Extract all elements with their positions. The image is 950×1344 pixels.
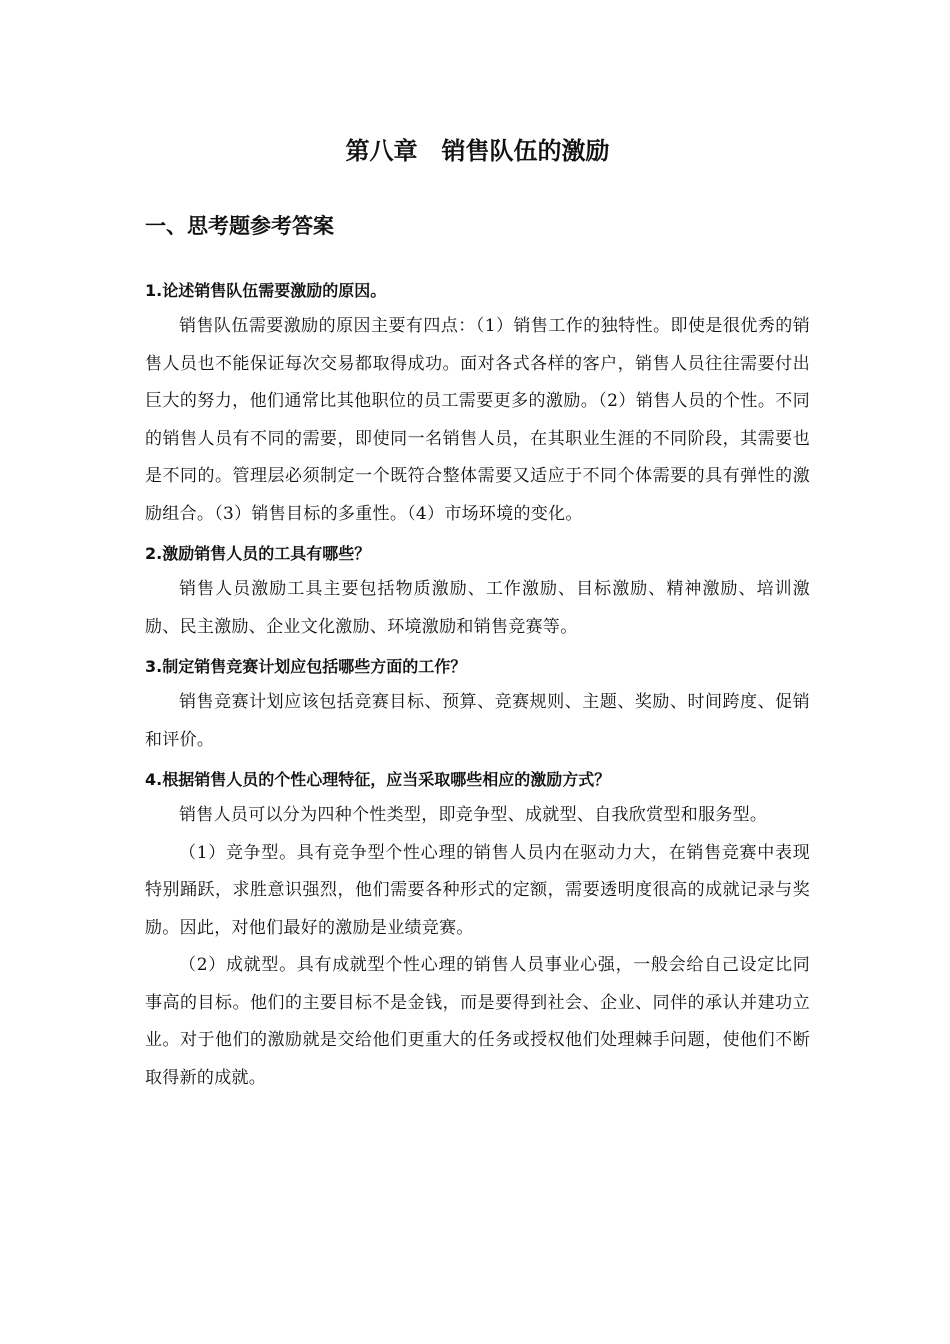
question-title: 1.论述销售队伍需要激励的原因。 <box>145 281 387 300</box>
answer-paragraph: 销售人员激励工具主要包括物质激励、工作激励、目标激励、精神激励、培训激励、民主激励、企业文化激励、环境激励和销售竞赛等。 <box>145 579 810 637</box>
question-title: 3.制定销售竞赛计划应包括哪些方面的工作？ <box>145 657 467 676</box>
answer-paragraph: 销售队伍需要激励的原因主要有四点：（1）销售工作的独特性。即使是很优秀的销售人员也不能保证每次交易都取得成功。面对各式各样的客户，销售人员往往需要付出巨大的努力，他们通常比其他职位的员工需要更多的激励。（2）销售人员的个性。不同的销售人员有不同的需要，即使同一名销售人员，在其职业生涯的不同阶段，其需要也是不同的。管理层必须制定一个既符合整体需要又适应于不同个体需要的具有弹性的激励组合。（3）销售目标的多重性。（4）市场环境的变化。 <box>145 316 810 524</box>
section-title: 一、思考题参考答案 <box>145 214 334 238</box>
qa-block-2 <box>145 541 810 646</box>
qa-block-1 <box>145 278 810 533</box>
answer-paragraph: （2）成就型。具有成就型个性心理的销售人员事业心强，一般会给自己设定比同事高的目标。他们的主要目标不是金钱，而是要得到社会、企业、同伴的承认并建功立业。对于他们的激励就是交给他们更重大的任务或授权他们处理棘手问题，使他们不断取得新的成就。 <box>145 955 810 1088</box>
answer-paragraph: （1）竞争型。具有竞争型个性心理的销售人员内在驱动力大，在销售竞赛中表现特别踊跃，求胜意识强烈，他们需要各种形式的定额，需要透明度很高的成就记录与奖励。因此，对他们最好的激励是业绩竞赛。 <box>145 842 810 938</box>
qa-block-3 <box>145 654 810 759</box>
chapter-title: 第八章 销售队伍的激励 <box>345 137 610 165</box>
qa-content <box>145 278 810 1097</box>
answer-paragraph: 销售人员可以分为四种个性类型，即竞争型、成就型、自我欣赏型和服务型。 <box>179 805 768 825</box>
qa-block-4 <box>145 767 810 1097</box>
question-title: 4.根据销售人员的个性心理特征，应当采取哪些相应的激励方式？ <box>145 770 611 789</box>
question-title: 2.激励销售人员的工具有哪些？ <box>145 544 371 563</box>
answer-paragraph: 销售竞赛计划应该包括竞赛目标、预算、竞赛规则、主题、奖励、时间跨度、促销和评价。 <box>145 692 810 750</box>
